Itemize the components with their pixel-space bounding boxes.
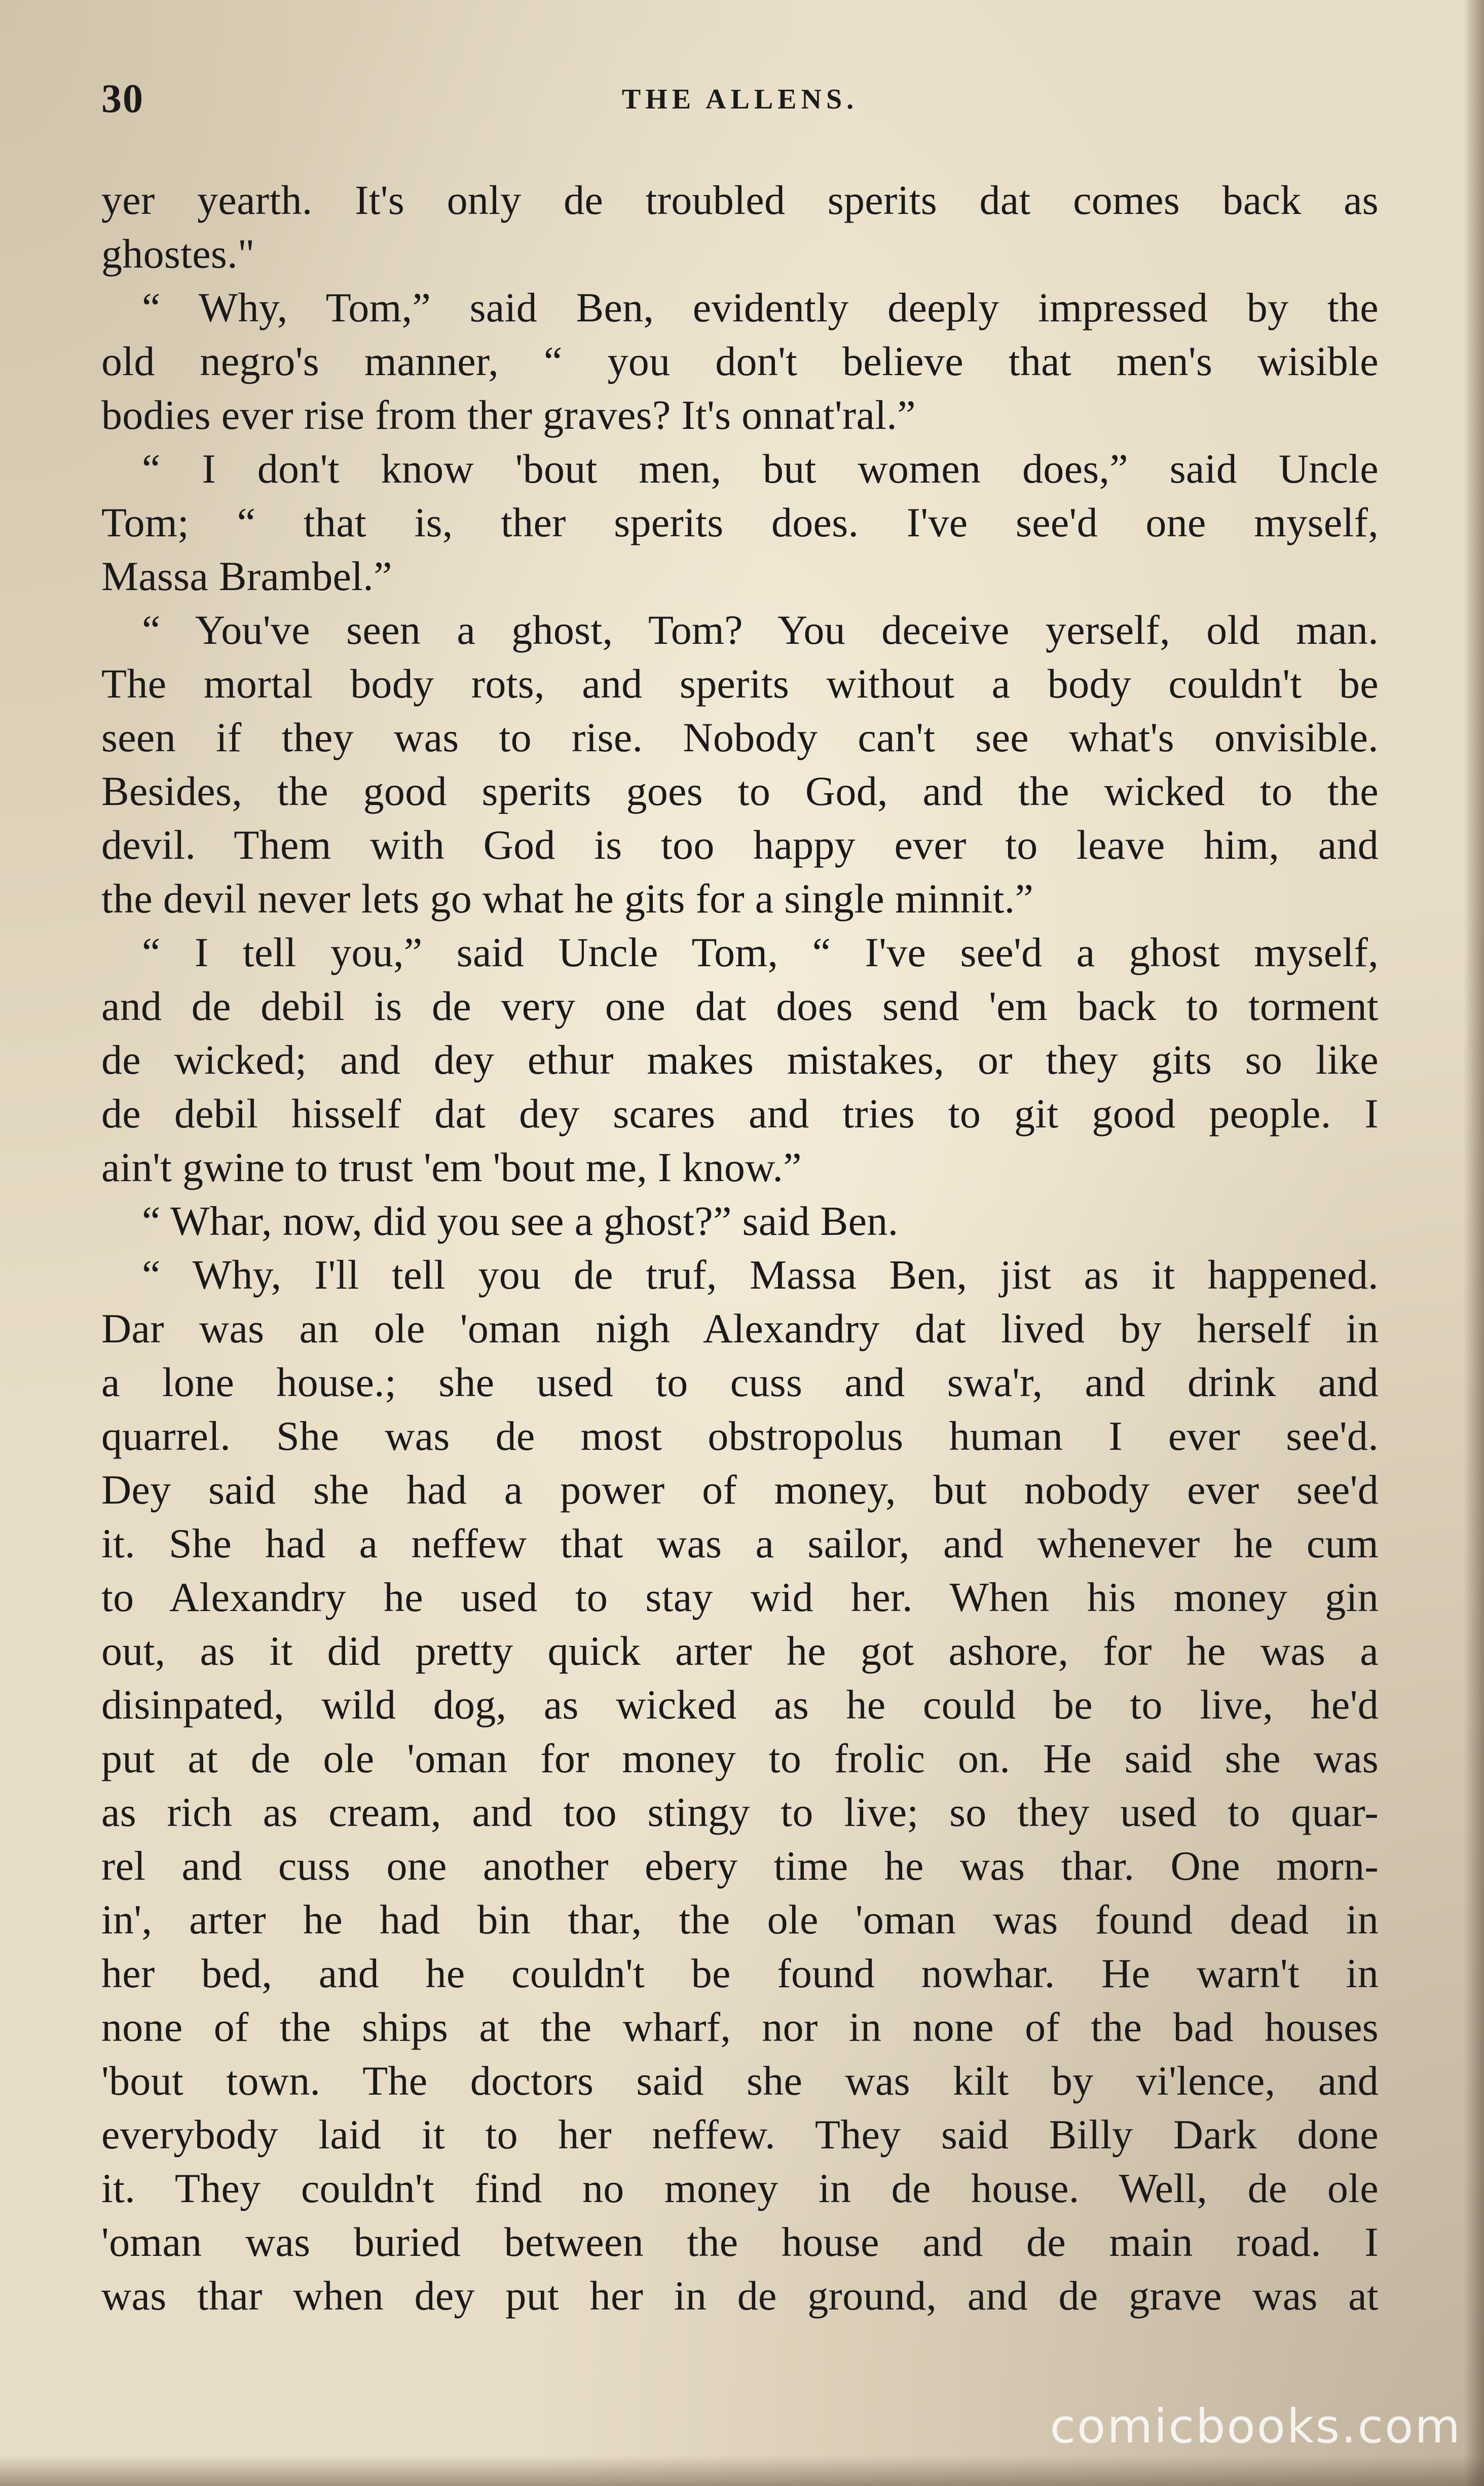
text-line: old negro's manner, “ you don't believe that men's wisible bbox=[101, 338, 1379, 384]
text-line: and de debil is de very one dat does send 'em back to torment bbox=[101, 983, 1379, 1029]
text-line: to Alexandry he used to stay wid her. When his money gin bbox=[101, 1574, 1379, 1620]
text-line: her bed, and he couldn't be found nowhar. He warn't in bbox=[101, 1950, 1379, 1996]
text-line: devil. Them with God is too happy ever to leave him, and bbox=[101, 822, 1379, 868]
text-line: 'oman was buried between the house and de main road. I bbox=[101, 2219, 1379, 2265]
text-line: “ Why, I'll tell you de truf, Massa Ben, jist as it happened. bbox=[142, 1252, 1379, 1298]
text-line: 'bout town. The doctors said she was kilt by vi'lence, and bbox=[101, 2058, 1379, 2104]
text-line: quarrel. She was de most obstropolus human I ever see'd. bbox=[101, 1413, 1379, 1459]
text-line: ghostes." bbox=[101, 231, 255, 277]
text-line: was thar when dey put her in de ground, and de grave was at bbox=[101, 2273, 1379, 2319]
running-head bbox=[101, 76, 1379, 122]
text-line: everybody laid it to her neffew. They said Billy Dark done bbox=[101, 2111, 1379, 2158]
text-line: de debil hisself dat dey scares and tries to git good people. I bbox=[101, 1090, 1379, 1137]
text-line: Massa Brambel.” bbox=[101, 553, 392, 599]
text-line: Dar was an ole 'oman nigh Alexandry dat lived by herself in bbox=[101, 1305, 1379, 1351]
text-line: seen if they was to rise. Nobody can't see what's onvisible. bbox=[101, 714, 1379, 760]
text-line: “ I don't know 'bout men, but women does,” said Uncle bbox=[142, 446, 1379, 492]
text-line: The mortal body rots, and sperits without a body couldn't be bbox=[101, 661, 1379, 707]
text-line: rel and cuss one another ebery time he was thar. One morn- bbox=[101, 1843, 1379, 1889]
text-line: ain't gwine to trust 'em 'bout me, I know.” bbox=[101, 1144, 802, 1190]
watermark-text: comicbooks.com bbox=[1050, 2399, 1462, 2454]
text-line: it. They couldn't find no money in de house. Well, de ole bbox=[101, 2165, 1379, 2211]
body-text bbox=[101, 173, 1379, 2323]
text-line: the devil never lets go what he gits for a single minnit.” bbox=[101, 875, 1034, 922]
text-line: de wicked; and dey ethur makes mistakes, or they gits so like bbox=[101, 1037, 1379, 1083]
text-line: “ I tell you,” said Uncle Tom, “ I've see'd a ghost myself, bbox=[142, 929, 1379, 975]
text-line: Dey said she had a power of money, but nobody ever see'd bbox=[101, 1467, 1379, 1513]
page-edge-shadow bbox=[1464, 0, 1484, 2486]
page-number: 30 bbox=[101, 77, 144, 121]
text-line: yer yearth. It's only de troubled sperits dat comes back as bbox=[101, 177, 1379, 223]
running-title: THE ALLENS. bbox=[621, 84, 859, 115]
text-line: disinpated, wild dog, as wicked as he could be to live, he'd bbox=[101, 1681, 1379, 1728]
text-line: as rich as cream, and too stingy to live; so they used to quar- bbox=[101, 1789, 1379, 1835]
text-line: “ Whar, now, did you see a ghost?” said Ben. bbox=[142, 1198, 899, 1244]
text-line: “ Why, Tom,” said Ben, evidently deeply impressed by the bbox=[142, 284, 1379, 331]
text-line: a lone house.; she used to cuss and swa'r, and drink and bbox=[101, 1359, 1379, 1405]
text-line: in', arter he had bin thar, the ole 'oman was found dead in bbox=[101, 1896, 1379, 1943]
text-line: Tom; “ that is, ther sperits does. I've see'd one myself, bbox=[101, 499, 1379, 545]
text-line: Besides, the good sperits goes to God, and the wicked to the bbox=[101, 768, 1379, 814]
text-line: bodies ever rise from ther graves? It's onnat'ral.” bbox=[101, 392, 916, 438]
text-line: none of the ships at the wharf, nor in none of the bad houses bbox=[101, 2004, 1379, 2050]
page-bottom-shadow bbox=[0, 2456, 1484, 2486]
text-line: out, as it did pretty quick arter he got ashore, for he was a bbox=[101, 1628, 1379, 1674]
text-line: it. She had a neffew that was a sailor, and whenever he cum bbox=[101, 1520, 1379, 1566]
text-line: put at de ole 'oman for money to frolic on. He said she was bbox=[101, 1735, 1379, 1781]
text-line: “ You've seen a ghost, Tom? You deceive yerself, old man. bbox=[142, 607, 1379, 653]
